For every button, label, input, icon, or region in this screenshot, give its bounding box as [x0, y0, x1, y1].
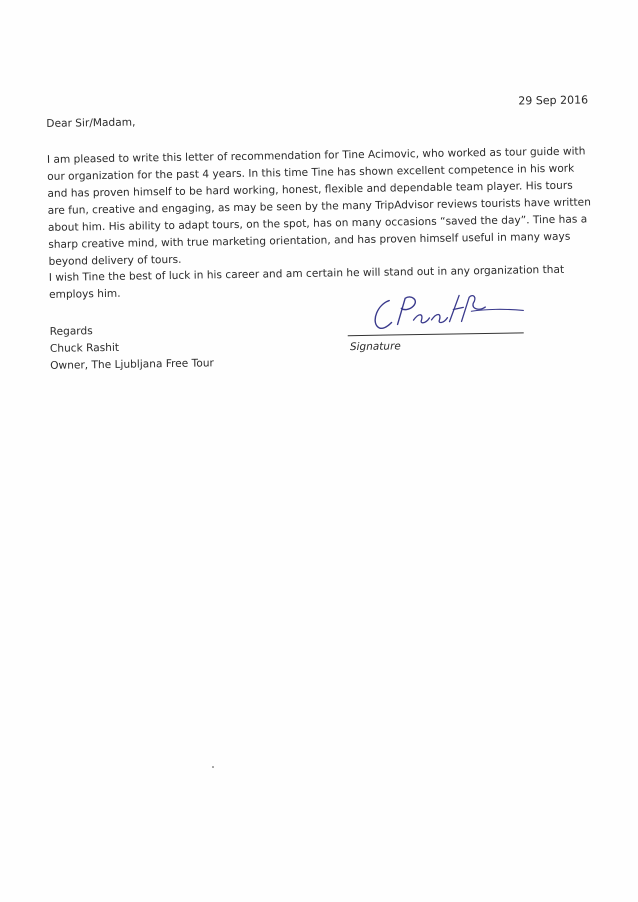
paragraph-wishes: I wish Tine the best of luck in his career and am certain he will stand out in any organization that employs him.	[48, 263, 565, 301]
paragraph-recommendation: I am pleased to write this letter of recommendation for Tine Acimovic, who worked as tour guide with our organization for the past 4 years. In this time Tine has shown excellent competence in his work and has proven himself to be hard working, honest, flexible and dependable team player. His tours are fun, creative and engaging, as may be seen by the many TripAdvisor reviews tourists have written about him. His ability to adapt tours, on the spot, has on many occasions “saved the day”. Tine has a sharp creative mind, with true marketing orientation, and has proven himself useful in many ways beyond delivery of tours.	[46, 145, 591, 268]
signature-block	[347, 288, 528, 354]
letter-body	[40, 91, 591, 372]
closing-regards: Regards	[49, 325, 93, 338]
paper-speck	[212, 766, 214, 768]
handwritten-signature	[367, 288, 528, 335]
signer-name: Chuck Rashit	[49, 341, 120, 355]
letter-date: 29 Sep 2016	[518, 93, 589, 108]
signature-label: Signature	[349, 340, 401, 354]
closing-block	[50, 321, 214, 375]
salutation: Dear Sir/Madam,	[46, 116, 136, 130]
signer-title: Owner, The Ljubljana Free Tour	[50, 357, 214, 372]
